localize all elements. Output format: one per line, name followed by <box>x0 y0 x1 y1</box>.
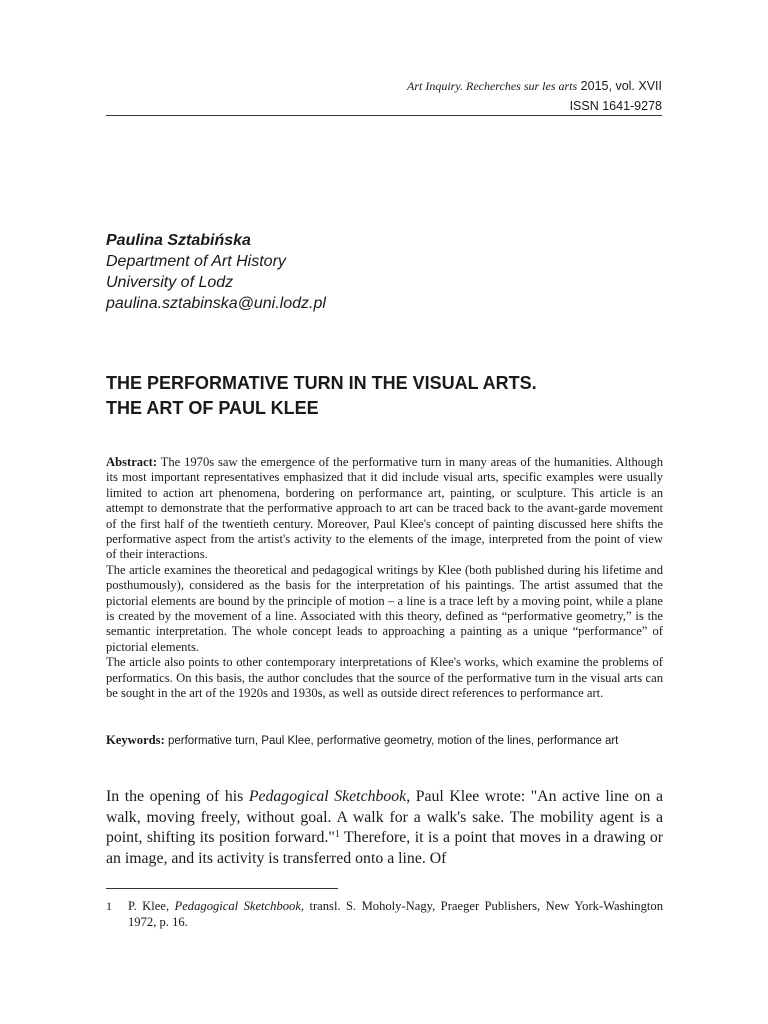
title-line-1: THE PERFORMATIVE TURN IN THE VISUAL ARTS. <box>106 373 537 393</box>
author-name: Paulina Sztabińska <box>106 232 251 249</box>
article-title <box>106 371 537 421</box>
journal-header <box>407 76 662 116</box>
footnote-reference[interactable]: 1 <box>334 829 340 840</box>
issn: ISSN 1641-9278 <box>569 99 662 113</box>
header-rule <box>106 115 662 116</box>
body-paragraph <box>106 787 663 869</box>
footnote <box>106 898 663 930</box>
footnote-book-title: Pedagogical Sketchbook <box>174 899 301 913</box>
abstract-paragraph-1 <box>106 455 663 563</box>
keywords <box>106 732 686 749</box>
body-text <box>106 787 663 869</box>
abstract <box>106 455 663 702</box>
footnote-text-2: , transl. S. Moholy-Nagy, Praeger Publishers, New York-Washington 1972, p. 16. <box>128 899 663 929</box>
author-block <box>106 230 326 314</box>
body-text-3: Therefore, it is a point that moves in a drawing or an image, and its activity is transferred onto a line. Of <box>106 829 663 867</box>
volume-number: XVII <box>638 79 662 93</box>
footnote-text-1: P. Klee, <box>128 899 175 913</box>
footnote-rule <box>106 888 338 889</box>
journal-year: 2015, <box>580 79 612 93</box>
abstract-label: Abstract: <box>106 455 158 469</box>
volume-label: vol. <box>615 79 635 93</box>
footnote-number: 1 <box>106 899 112 913</box>
body-text-2: , Paul Klee wrote: "An active line on a walk, moving freely, without goal. A walk for a walk's sake. The mobility agent is a point, shifting its position forward." <box>106 788 664 846</box>
keywords-label: Keywords: <box>106 733 165 747</box>
footnote-text <box>128 898 663 930</box>
author-university: University of Lodz <box>106 274 234 291</box>
title-line-2: THE ART OF PAUL KLEE <box>106 398 319 418</box>
body-text-1: In the opening of his <box>106 788 249 805</box>
keywords-text: performative turn, Paul Klee, performative geometry, motion of the lines, performance art <box>167 735 619 747</box>
abstract-text-1: The 1970s saw the emergence of the performative turn in many areas of the humanities. Although its most important representatives emphasized that it did include visual arts, specific examples were usually limited to action art phenomena, bordering on performance art, painting, or sculpture. This article is an attempt to demonstrate that the performative approach to art can be traced back to the avant-garde movement of the first half of the twentieth century. Moreover, Paul Klee's concept of painting discussed here shifts the performative aspect from the artist's activity to the elements of the image, interpreted from the point of view of their interactions. <box>106 455 663 562</box>
abstract-paragraph-2: The article examines the theoretical and pedagogical writings by Klee (both published during his lifetime and posthumously), considered as the basis for the interpretation of his paintings. The artist assumed that the pictorial elements are bound by the principle of motion – a line is a trace left by a moving point, while a plane is created by the movement of a line. Associated with this theory, defined as “performative geometry,” is the semantic interpretation. The whole concept leads to approaching a painting as a unique “performance” of pictorial elements. <box>106 562 663 654</box>
author-email[interactable]: paulina.sztabinska@uni.lodz.pl <box>106 295 326 312</box>
book-title: Pedagogical Sketchbook <box>248 788 407 805</box>
abstract-paragraph-3: The article also points to other contemporary interpretations of Klee's works, which examine the problems of performatics. On this basis, the author concludes that the source of the performative turn in the visual arts can be sought in the art of the 1920s and 1930s, as well as outside direct references to performance art. <box>106 655 663 701</box>
author-department: Department of Art History <box>106 253 286 270</box>
journal-name: Art Inquiry. Recherches sur les arts <box>406 79 578 93</box>
journal-citation <box>407 76 662 96</box>
